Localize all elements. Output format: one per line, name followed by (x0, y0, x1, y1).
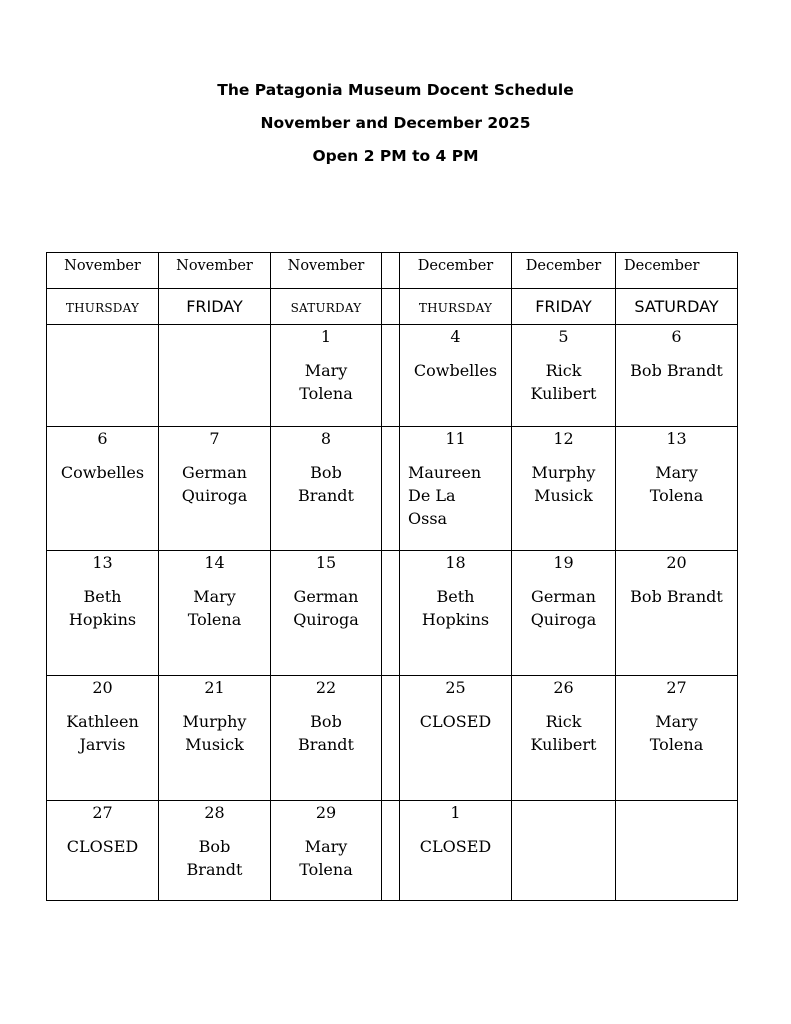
docent-name-line: Cowbelles (413, 361, 498, 380)
docent-name (512, 585, 615, 631)
day-cell (271, 551, 382, 676)
day-number: 20 (666, 553, 687, 572)
docent-name-line: CLOSED (419, 837, 492, 856)
docent-name-line: Ossa (408, 509, 448, 528)
docent-name (271, 359, 381, 405)
docent-name-line: CLOSED (419, 712, 492, 731)
docent-name (47, 585, 158, 631)
month-header: November (47, 253, 159, 289)
day-number: 27 (666, 678, 687, 697)
docent-name-line: Bob (198, 837, 231, 856)
docent-name-line: Bob (310, 463, 342, 482)
day-cell (616, 427, 738, 551)
column-separator (382, 253, 400, 289)
month-header-row (47, 253, 738, 289)
day-cell (400, 676, 512, 801)
weekday-label: THURSDAY (418, 301, 493, 315)
day-number: 21 (204, 678, 225, 697)
docent-name-line: Mary (304, 837, 348, 856)
docent-name (271, 835, 381, 881)
day-number: 6 (97, 429, 108, 448)
week-row (47, 801, 738, 901)
docent-name-line: Tolena (649, 735, 704, 754)
month-header: November (271, 253, 382, 289)
docent-name-line: Rick (545, 361, 582, 380)
week-row (47, 325, 738, 427)
weekday-label: FRIDAY (186, 297, 243, 316)
docent-name-line: Hopkins (421, 610, 490, 629)
day-cell (159, 325, 271, 427)
docent-name-line: Tolena (187, 610, 242, 629)
docent-name-line: German (531, 587, 596, 606)
day-number: 8 (320, 429, 332, 448)
weekday-label: SATURDAY (290, 301, 362, 315)
page-title: The Patagonia Museum Docent Schedule (217, 81, 574, 99)
day-number: 7 (209, 429, 220, 448)
day-number: 4 (450, 327, 461, 346)
docent-name (512, 461, 615, 507)
docent-name (47, 461, 158, 484)
day-number: 25 (445, 678, 466, 697)
docent-name-line: Bob Brandt (630, 361, 723, 380)
docent-name-line: Mary (193, 587, 236, 606)
month-header: December (512, 253, 616, 289)
week-row (47, 676, 738, 801)
day-cell (159, 801, 271, 901)
weekday-header (159, 289, 271, 325)
column-separator (382, 676, 400, 801)
day-number: 19 (553, 553, 574, 572)
day-cell (271, 325, 382, 427)
weekday-header (47, 289, 159, 325)
day-cell (47, 427, 159, 551)
column-separator (382, 801, 400, 901)
docent-name (512, 710, 615, 756)
docent-name-line: Quiroga (293, 610, 359, 629)
weekday-label: THURSDAY (65, 301, 140, 315)
opening-hours: Open 2 PM to 4 PM (312, 147, 479, 165)
docent-name (616, 585, 737, 608)
day-cell (271, 801, 382, 901)
day-cell (616, 551, 738, 676)
docent-name (271, 710, 381, 756)
day-cell (616, 676, 738, 801)
day-number: 11 (445, 429, 466, 448)
docent-name-line: Bob (310, 712, 342, 731)
docent-name-line: Bob Brandt (630, 587, 723, 606)
closed-label (47, 835, 158, 858)
day-cell (159, 676, 271, 801)
docent-name-line: Murphy (531, 463, 596, 482)
day-cell (47, 676, 159, 801)
docent-name (159, 461, 270, 507)
docent-name (616, 710, 737, 756)
docent-name-line: Maureen (408, 463, 482, 482)
docent-name (271, 585, 381, 631)
docent-name-line: Tolena (299, 860, 353, 879)
day-cell (512, 427, 616, 551)
docent-name (400, 359, 511, 382)
docent-name (616, 359, 737, 382)
day-number: 1 (450, 803, 461, 822)
day-number: 1 (320, 327, 332, 346)
column-separator (382, 551, 400, 676)
day-cell (271, 427, 382, 551)
docent-name-line: Jarvis (79, 735, 126, 754)
docent-name-line: Brandt (186, 860, 243, 879)
day-cell (512, 801, 616, 901)
docent-name-line: Musick (185, 735, 244, 754)
day-number: 6 (671, 327, 682, 346)
weekday-header (400, 289, 512, 325)
column-separator (382, 289, 400, 325)
day-number: 18 (445, 553, 466, 572)
column-separator (382, 325, 400, 427)
docent-name (512, 359, 615, 405)
docent-name (400, 461, 511, 530)
day-number: 27 (92, 803, 113, 822)
docent-name-line: Mary (655, 463, 698, 482)
docent-name-line: Rick (545, 712, 582, 731)
month-header: December (400, 253, 512, 289)
column-separator (382, 427, 400, 551)
docent-name-line: Tolena (299, 384, 353, 403)
docent-schedule-table (46, 252, 738, 901)
docent-name-line: Kulibert (530, 384, 597, 403)
day-cell (400, 427, 512, 551)
page-subtitle: November and December 2025 (260, 114, 531, 132)
weekday-header (616, 289, 738, 325)
docent-name-line: Tolena (649, 486, 704, 505)
docent-name-line: German (293, 587, 359, 606)
day-number: 14 (204, 553, 225, 572)
docent-name (47, 710, 158, 756)
day-number: 13 (666, 429, 687, 448)
day-number: 13 (92, 553, 113, 572)
day-number: 15 (315, 553, 337, 572)
month-header: November (159, 253, 271, 289)
day-number: 22 (315, 678, 337, 697)
docent-name-line: Musick (534, 486, 593, 505)
day-cell (47, 551, 159, 676)
day-number: 28 (204, 803, 225, 822)
day-cell (616, 325, 738, 427)
day-cell (47, 325, 159, 427)
docent-name (400, 585, 511, 631)
docent-name-line: Cowbelles (60, 463, 145, 482)
docent-name-line: Beth (436, 587, 475, 606)
day-cell (400, 801, 512, 901)
day-cell (47, 801, 159, 901)
day-number: 20 (92, 678, 113, 697)
weekday-header-row (47, 289, 738, 325)
month-header: December (616, 253, 738, 289)
docent-name-line: Kulibert (530, 735, 597, 754)
closed-label (400, 835, 511, 858)
day-cell (400, 551, 512, 676)
schedule-header (0, 78, 791, 177)
weekday-header (271, 289, 382, 325)
docent-name-line: German (182, 463, 247, 482)
docent-name (159, 835, 270, 881)
week-row (47, 427, 738, 551)
docent-name-line: CLOSED (66, 837, 139, 856)
docent-name-line: Brandt (298, 735, 354, 754)
weekday-label: FRIDAY (535, 297, 592, 316)
docent-name (271, 461, 381, 507)
day-number: 29 (315, 803, 337, 822)
docent-name-line: Beth (83, 587, 122, 606)
day-cell (271, 676, 382, 801)
docent-name-line: Hopkins (68, 610, 137, 629)
day-number: 12 (553, 429, 574, 448)
weekday-header (512, 289, 616, 325)
day-number: 5 (558, 327, 569, 346)
docent-name-line: De La (408, 486, 456, 505)
day-cell (159, 551, 271, 676)
docent-name-line: Mary (304, 361, 348, 380)
closed-label (400, 710, 511, 733)
day-cell (616, 801, 738, 901)
docent-name (159, 710, 270, 756)
day-cell (512, 676, 616, 801)
day-cell (512, 551, 616, 676)
docent-name-line: Quiroga (530, 610, 597, 629)
docent-name-line: Murphy (182, 712, 247, 731)
week-row (47, 551, 738, 676)
weekday-label: SATURDAY (634, 297, 719, 316)
day-number: 26 (553, 678, 574, 697)
day-cell (159, 427, 271, 551)
day-cell (400, 325, 512, 427)
docent-name-line: Kathleen (66, 712, 139, 731)
docent-name-line: Brandt (298, 486, 354, 505)
docent-name-line: Quiroga (181, 486, 248, 505)
docent-name-line: Mary (655, 712, 698, 731)
day-cell (512, 325, 616, 427)
docent-name (616, 461, 737, 507)
docent-name (159, 585, 270, 631)
